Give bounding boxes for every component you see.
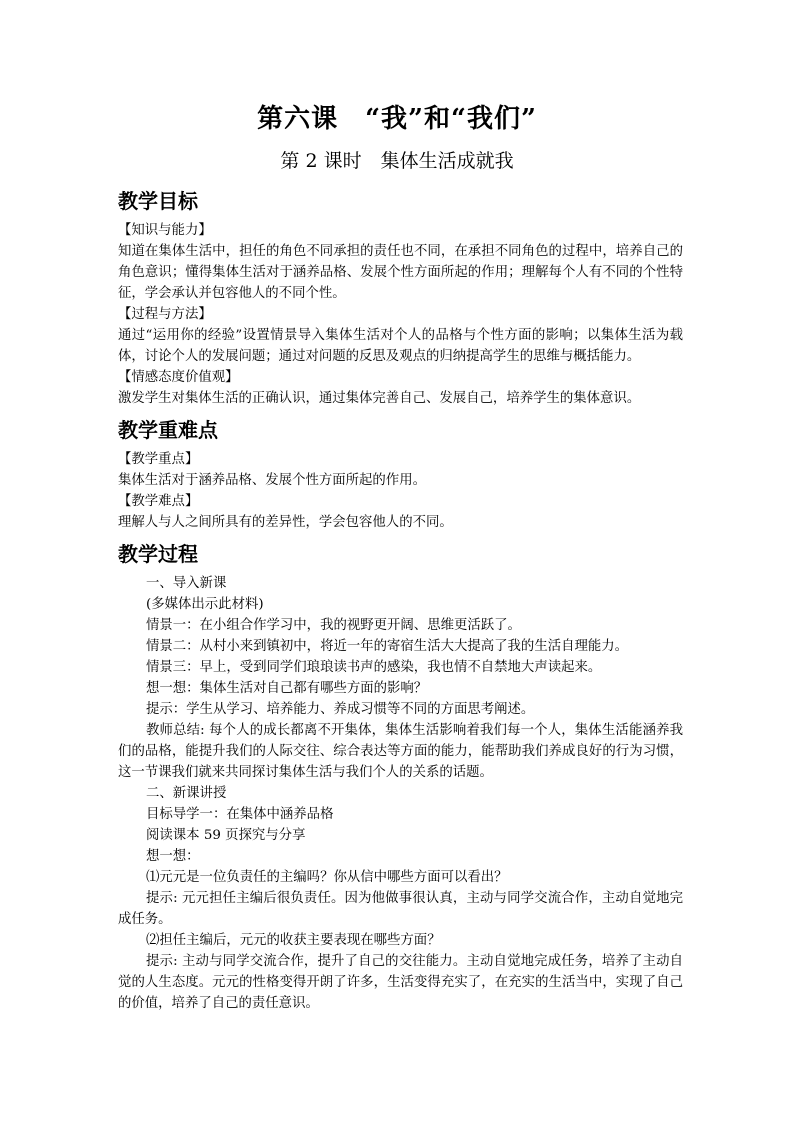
process-line: 提示: 元元担任主编后很负责任。因为他做事很认真，主动与同学交流合作，主动自觉地完成任务。 — [118, 891, 683, 927]
focus-text: 集体生活对于涵养品格、发展个性方面所起的作用。 — [118, 473, 426, 488]
process-line: 提示: 主动与同学交流合作，提升了自己的交往能力。主动自觉地完成任务，培养了主动自觉的人生态度。元元的性格变得开朗了许多，生活变得充实了，在充实的生活当中，实现了自己的价值，培养了自己的责任意识。 — [118, 954, 683, 1011]
process-line: 想一想：集体生活对自己都有哪些方面的影响？ — [146, 681, 428, 696]
process-line: ⑵担任主编后，元元的收获主要表现在哪些方面？ — [146, 933, 441, 948]
emotion-text: 激发学生对集体生活的正确认识，通过集体完善自己、发展自己，培养学生的集体意识。 — [118, 391, 641, 406]
process-line: 情景二：从村小来到镇初中，将近一年的寄宿生活大大提高了我的生活自理能力。 — [146, 639, 629, 654]
process-line: 阅读课本 59 页探究与分享 — [146, 828, 306, 843]
knowledge-label: 【知识与能力】 — [118, 223, 212, 238]
lesson-subtitle: 第 2 课时 集体生活成就我 — [280, 150, 514, 172]
process-method-text: 通过“运用你的经验”设置情景导入集体生活对个人的品格与个性方面的影响；以集体生活为载体，讨论个人的发展问题；通过对问题的反思及观点的归纳提高学生的思维与概括能力。 — [118, 328, 683, 364]
difficulty-text: 理解人与人之间所具有的差异性，学会包容他人的不同。 — [118, 515, 453, 530]
process-line: 情景三：早上，受到同学们琅琅读书声的感染，我也情不自禁地大声读起来。 — [146, 660, 602, 675]
difficulty-label: 【教学难点】 — [118, 494, 199, 509]
keypoints-section — [118, 415, 683, 533]
process-line: 二、新课讲授 — [146, 786, 227, 801]
objectives-section — [118, 186, 683, 409]
process-line: 教师总结: 每个人的成长都离不开集体，集体生活影响着我们每一个人，集体生活能涵养我们的品格，能提升我们的人际交往、综合表达等方面的能力，能帮助我们养成良好的行为习惯，这一节课我们就来共同探讨集体生活与我们个人的关系的话题。 — [118, 723, 683, 780]
knowledge-text: 知道在集体生活中，担任的角色不同承担的责任也不同，在承担不同角色的过程中，培养自己的角色意识；懂得集体生活对于涵养品格、发展个性方面所起的作用；理解每个人有不同的个性特征，学会承认并包容他人的不同个性。 — [118, 244, 683, 301]
lesson-title: 第六课 “我”和“我们” — [257, 104, 537, 134]
process-line: 情景一：在小组合作学习中，我的视野更开阔、思维更活跃了。 — [146, 618, 521, 633]
process-line: 想一想： — [146, 849, 200, 864]
process-line: ⑴元元是一位负责任的主编吗？你从信中哪些方面可以看出？ — [146, 870, 508, 885]
process-line: 目标导学一：在集体中涵养品格 — [146, 807, 334, 822]
process-line: 一、导入新课 — [146, 576, 227, 591]
keypoints-heading: 教学重难点 — [118, 418, 218, 442]
process-section — [118, 539, 683, 1014]
process-line: (多媒体出示此材料) — [146, 597, 264, 612]
emotion-label: 【情感态度价值观】 — [118, 370, 239, 385]
process-method-label: 【过程与方法】 — [118, 307, 212, 322]
process-line: 提示：学生从学习、培养能力、养成习惯等不同的方面思考阐述。 — [146, 702, 535, 717]
process-heading: 教学过程 — [118, 542, 198, 566]
document-body — [118, 186, 683, 1014]
focus-label: 【教学重点】 — [118, 452, 199, 467]
objectives-heading: 教学目标 — [118, 189, 198, 213]
